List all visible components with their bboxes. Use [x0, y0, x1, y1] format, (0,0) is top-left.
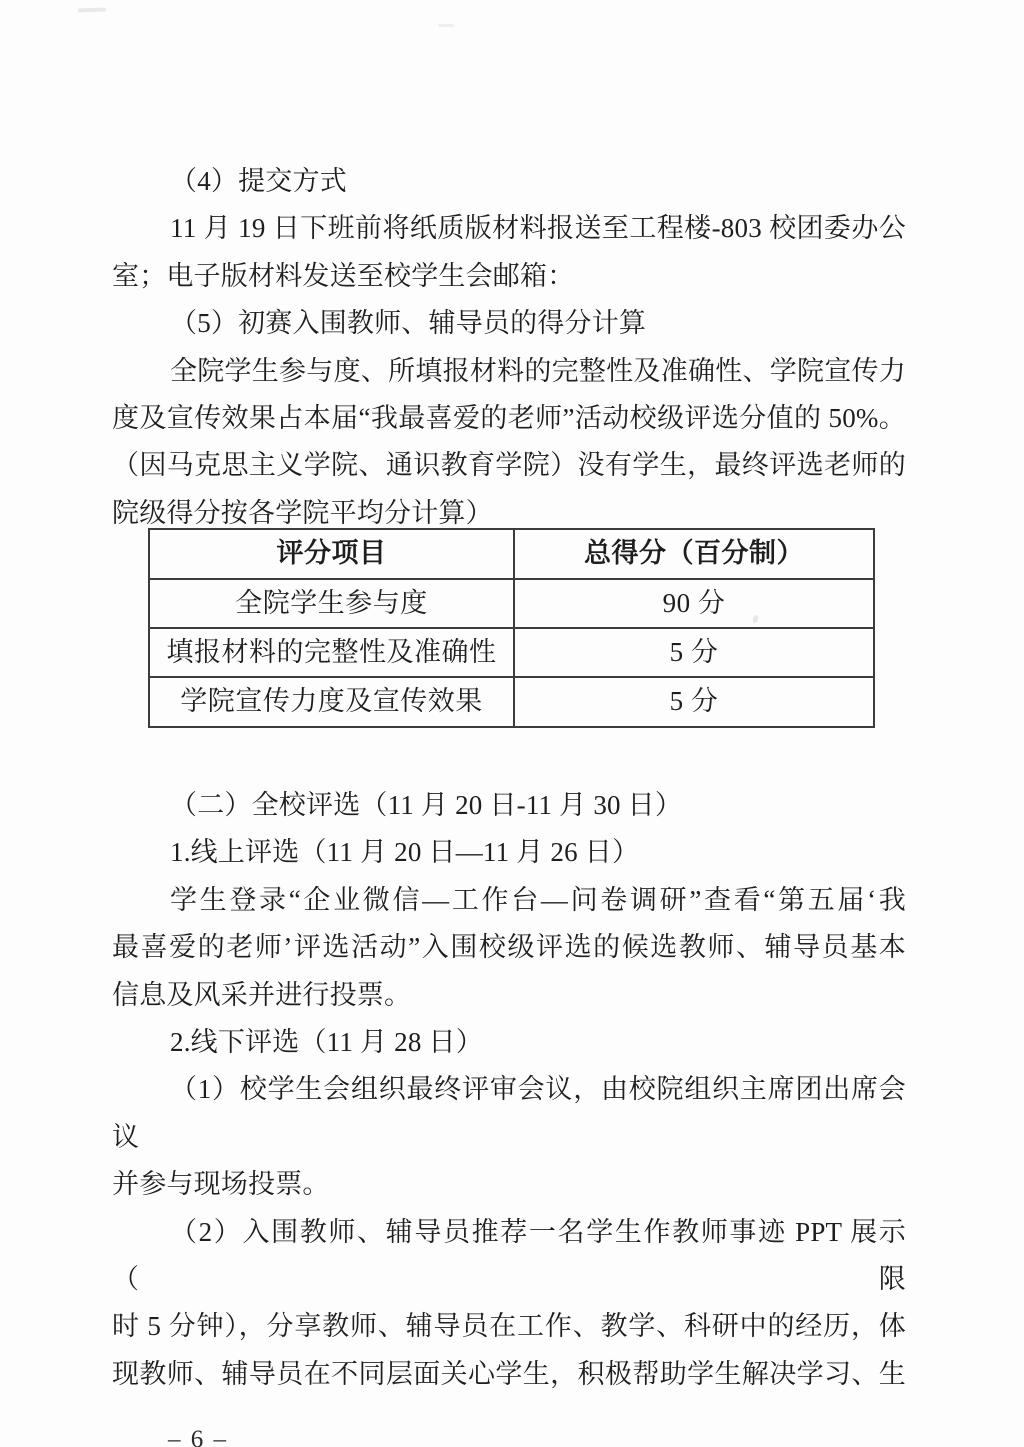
score-table-row	[149, 628, 874, 677]
text-line: 并参与现场投票。	[112, 1169, 330, 1200]
text-line: 时 5 分钟），分享教师、辅导员在工作、教学、科研中的经历，体	[112, 1311, 906, 1342]
score-table-row	[149, 677, 874, 726]
text-line: 2.线下评选（11 月 28 日）	[170, 1026, 483, 1057]
text-line: （二）全校评选（11 月 20 日-11 月 30 日）	[170, 789, 683, 820]
text-line: 全院学生参与度、所填报材料的完整性及准确性、学院宣传力	[170, 355, 906, 386]
score-table-cell: 90 分	[514, 579, 874, 628]
text-line: 学生登录“企业微信—工作台—问卷调研”查看“第五届‘我	[170, 884, 906, 915]
scan-artifact	[438, 24, 454, 27]
text-line: 信息及风采并进行投票。	[112, 979, 412, 1010]
score-table-cell: 5 分	[514, 628, 874, 677]
score-table-header-cell: 评分项目	[149, 529, 514, 578]
text-line: 室；电子版材料发送至校学生会邮箱：	[112, 260, 575, 291]
document-body	[112, 158, 906, 1447]
score-table-cell: 5 分	[514, 677, 874, 726]
score-table-cell: 学院宣传力度及宣传效果	[149, 677, 514, 726]
text-line: （因马克思主义学院、通识教育学院）没有学生，最终评选老师的	[112, 450, 906, 481]
text-line: （4）提交方式	[170, 166, 347, 196]
score-table-cell: 全院学生参与度	[149, 579, 514, 628]
text-line: 院级得分按各学院平均分计算）	[112, 497, 493, 528]
paragraph-block-before-table	[112, 158, 906, 537]
score-table-cell: 填报材料的完整性及准确性	[149, 628, 514, 677]
score-table	[148, 528, 875, 728]
text-line: 现教师、辅导员在不同层面关心学生，积极帮助学生解决学习、生	[112, 1358, 906, 1389]
text-line: （1）校学生会组织最终评审会议，由校院组织主席团出席会议	[112, 1074, 906, 1152]
text-line: 1.线上评选（11 月 20 日—11 月 26 日）	[170, 837, 640, 868]
text-line: （2）入围教师、辅导员推荐一名学生作教师事迹 PPT 展示（限	[112, 1216, 906, 1294]
paragraph-block-after-table	[112, 782, 906, 1398]
text-line: 11 月 19 日下班前将纸质版材料报送至工程楼-803 校团委办公	[170, 213, 906, 244]
score-table-header-cell: 总得分（百分制）	[514, 529, 874, 578]
text-line: 度及宣传效果占本届“我最喜爱的老师”活动校级评选分值的 50%。	[112, 403, 906, 434]
score-table-row	[149, 579, 874, 628]
page-number: – 6 –	[168, 1426, 228, 1447]
text-line: 最喜爱的老师’评选活动”入围校级评选的候选教师、辅导员基本	[112, 932, 906, 963]
text-line: （5）初赛入围教师、辅导员的得分计算	[170, 308, 647, 339]
scan-artifact	[78, 8, 106, 13]
